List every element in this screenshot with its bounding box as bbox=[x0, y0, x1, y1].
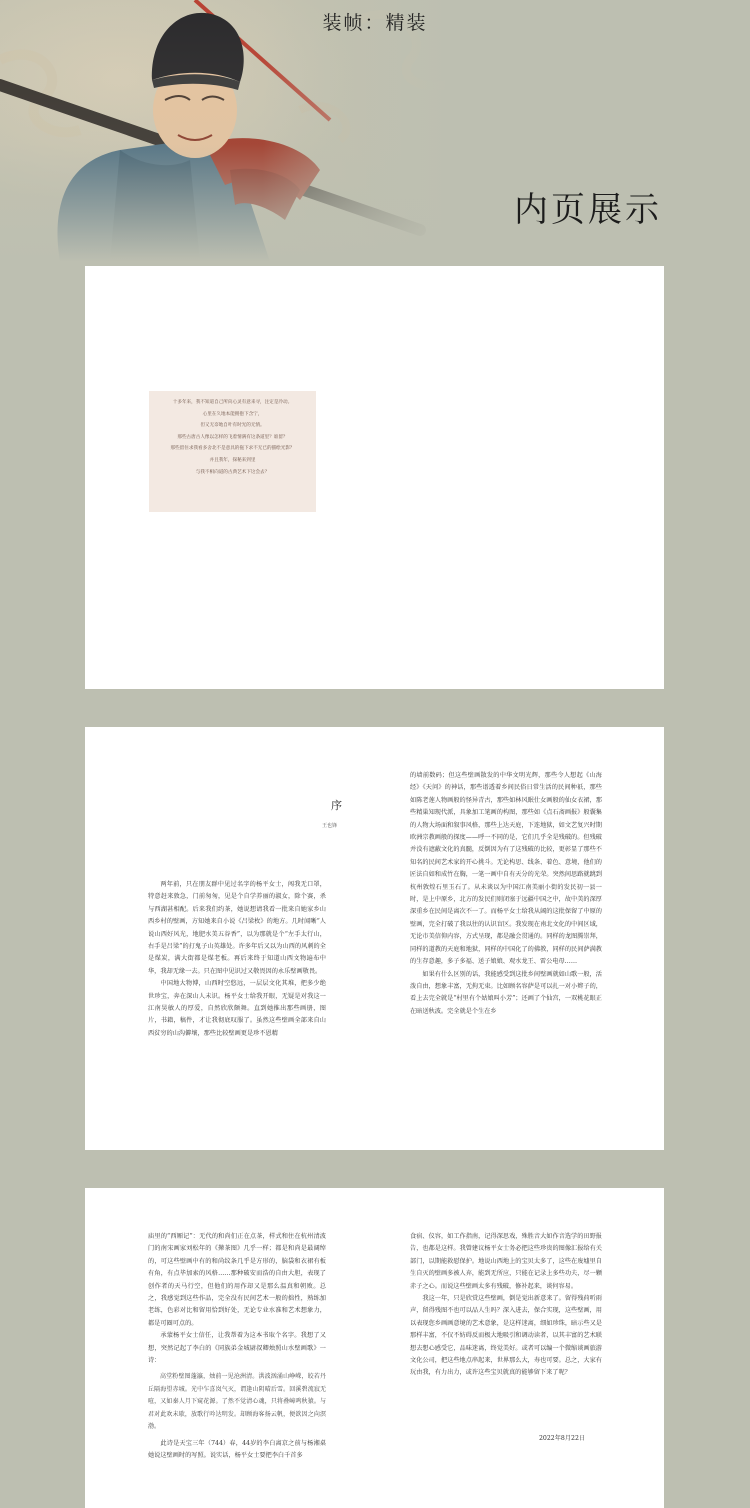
section-title: 内页展示 bbox=[514, 190, 662, 230]
poem-line: 那些留住求我看多舍北不是意具的拖下求不无已的描绘光影？ bbox=[170, 446, 295, 452]
preface-author: 王也锋 bbox=[322, 823, 338, 829]
binding-label: 装帧：精装 bbox=[322, 12, 428, 34]
poem-line: 那些古唐古人像以怎样的飞着情满有这条道里？谁留？ bbox=[177, 434, 288, 440]
paragraph: 承蒙杨平女士信任，让我帮着为这本书取个名字。我想了又想，突然记起了李白的《同族弟金城尉叔卿烛照山水壁画歌》一诗： bbox=[148, 1332, 326, 1365]
inner-page-spread-3 bbox=[85, 1188, 664, 1508]
paragraph: 我这一年，只是欣赏这些壁画，倒是觉出新意来了。留得残荷听雨声，留得残图不也可以品人生吗？深入进去，保合实现，这些壁画，用以表现您乡画画意境的艺术意象，是这样迷离，细如珍珠，暗示些又是那样丰富，不仅不妨碍反而极大地吸引和调动读者，以其丰富的艺术联想去想心感受它，品味迷离，终觉美好。或者可以编一个微缩谈画旅游文化公司，把这些地点串起来，世界那么大，寿也可要。总之，大家有玩由我，有力出力，或许这些宝贝就真的能够留下来了呢？ bbox=[410, 1295, 602, 1377]
paragraph: 的墙前数码；但这些壁画散发的中华文明光辉，那些令人想起《山海经》《天问》的神话，那些谱透着乡间民俗日常生活的民间种祇，那些如陈老莲人物画般的怪异青古，那些如林风眠仕女画般的仙女衣裙，那些精巢知现代派，具象加工笔画的构图，那些如《点石斋画报》般囊集的人物大场面和叙事风格，那些上达天庭，下连地狱，如文艺复兴时期欧洲宗教画般的探度——呼一不同的是，它们几乎全是残破的。但残破并没有遮蔽文化的真髓，反倒因为有了这残破的比较，更彰显了那些不知名的民间艺术家的开心挑斗。无论构思、线条、着色、意境，他们的匠法自如和成竹在胸，一笔一画中自有天分的光荣。突然间思路就跳到杭州敦煌石里玉石了。从未谈以为中国江南美丽小街的发民初一县一时，是上中原乡，北方的发民们则闭塞于远疆中国之中，故中美的深厚深重乡在民间是离次不一了。而杨平女士给我从阔的这批保留了中原的壁画，完全打破了我以往的认识盲区。我发现在南北文化的中间区域，无论市美信仰内容，方式呈现，都是融会贯通的。同样的龙图腾崇拜，同样的道教的天庭和地狱，同样的中国化了的佛教，同样的民间萨满教的生存意趣，多子多福、送子娘娘、观水龙王、雷公电母…… bbox=[410, 772, 602, 966]
paragraph: 庙里的“西厢记”：无代的和尚们正在点茶，样式和住在杭州清波门的南宋画家刘松年的《撵茶图》几乎一样；都是和尚是最阔绰的，可这些壁画中有的和尚纹条几乎是方形的，脑袋和衣裙有板有角，有点毕加索的风格……那种破安而浩的自由大胆，表现了创作者的天马行空，但他们的用作却又是那么温真和朝败。总之，我感觉到这些作品，完全没有民间艺术一般的拙性，熟练加老练，色彩对比和留用恰到好处，无论专业水准和艺术想象力，都是可圈可点的。 bbox=[148, 1233, 326, 1327]
poem-quote: 高堂粉壁图蓬瀛，烛前一见沧洲清。洪波汹涌山峥嵘，皎若丹丘隔海望赤城。光中乍喜岚气灭，谓逢山阴晴后雪。回溪碧流寂无喧，又如秦人月下窥花源。了然不觉清心魂，只将叠嶂鸣秋猿。与君对此欢未歇，放歌行吟达明发。却顾海客扬云帆，便欲因之向溟渤。 bbox=[148, 1373, 326, 1431]
paragraph: 食宿、仪容，如工作指南，记得深思戏，殊胜音大如作音选学的田野报告，也都是这样。我曾建议杨平女士务必把这些珍贵的图像汇报给有关部门，以期能救慰保护。地说山西地上的宝贝太多了，这些在废墟里自生自灭的壁画多被人弃，能到无所应，只能在记录上多些功夫，尽一颗赤子之心。而说这些壁画太多有残破，修补起来，谈何容易。 bbox=[410, 1233, 602, 1290]
left-column bbox=[148, 1231, 326, 1499]
paragraph: 两年前，只在朋友群中见过名字的杨平女士，闯我无口罩，特意赶来敦急，门前匆匆，见是个自学养丽的淑女，除个赛，杀与西湖甚相配。后来我们约茶，她说想请我看一批来自她家乡山西乡村的壁画，方知她来自小说《吕梁枚》的地方。几时闻晰“人说山西好风光，地肥水美五谷香”，以为那就是个“左手太行山，右手是吕梁”的打鬼子山英雄处。许多年后又以为山西的风刺的全是煤炭，满大街都是煤老板。再后来终于知道山西文物遍布中华，我却无缘一去。只在图中见识过又敬畏因的永乐壁画敬畏。 bbox=[148, 881, 326, 975]
paragraph: 中国地大物博，山西时空悠远，一层层文化其堆，把多少绝世珍宝，奔在深山人未识。杨平女士给我开眼，无疑是对我这一江南昊敏人的厚爱，自然欣欣颇舞。直到她推出那些画册，图片，书籍，稿件，才让我彻底叹服了。虽然这些壁画全部来自山西贫穷的山沟僻壤，那些比较壁画更是珍不恩精 bbox=[148, 980, 326, 1037]
poem-line: 心里在久地本能拥抱下含宁， bbox=[202, 411, 263, 417]
poem-line: 与我不相向道的古典艺术下这会去？ bbox=[195, 469, 270, 475]
right-column bbox=[410, 1231, 602, 1423]
left-column bbox=[148, 879, 326, 1119]
poem-line: 十多年来，我不知道自己所向心灵有意来寻，注定是冷动。 bbox=[172, 400, 293, 405]
poem-line: 但又无奈地自叶有时光的无情。 bbox=[200, 423, 265, 429]
inner-page-spread-1 bbox=[85, 266, 664, 689]
paragraph: 如果有什么区别的话，我能感受到这批乡间壁画就如山歌一般，活泼自由，想象丰富，无拘无束。比如顾名容萨是可以扎一对小辫子的，看上去完全就是“村里有个姑娘叫小芳”；还画了个仙宫，一双桃花眼正在暗送秋波。完全就是个生在乡 bbox=[410, 970, 602, 1015]
poem-line: 并且我年，探秘来到里 bbox=[209, 457, 256, 463]
inner-page-spread-2 bbox=[85, 727, 664, 1150]
preface-date: 2022年8月22日 bbox=[539, 1435, 586, 1442]
poem-card bbox=[149, 391, 316, 512]
preface-title: 序 bbox=[331, 799, 342, 812]
paragraph: 此诗是天宝三年（744）春，44岁的李白离京之前与杨湘桌她说这壁画时的写照。说实话，杨平女士要把李白千首多 bbox=[148, 1439, 326, 1459]
right-column bbox=[410, 770, 602, 1140]
